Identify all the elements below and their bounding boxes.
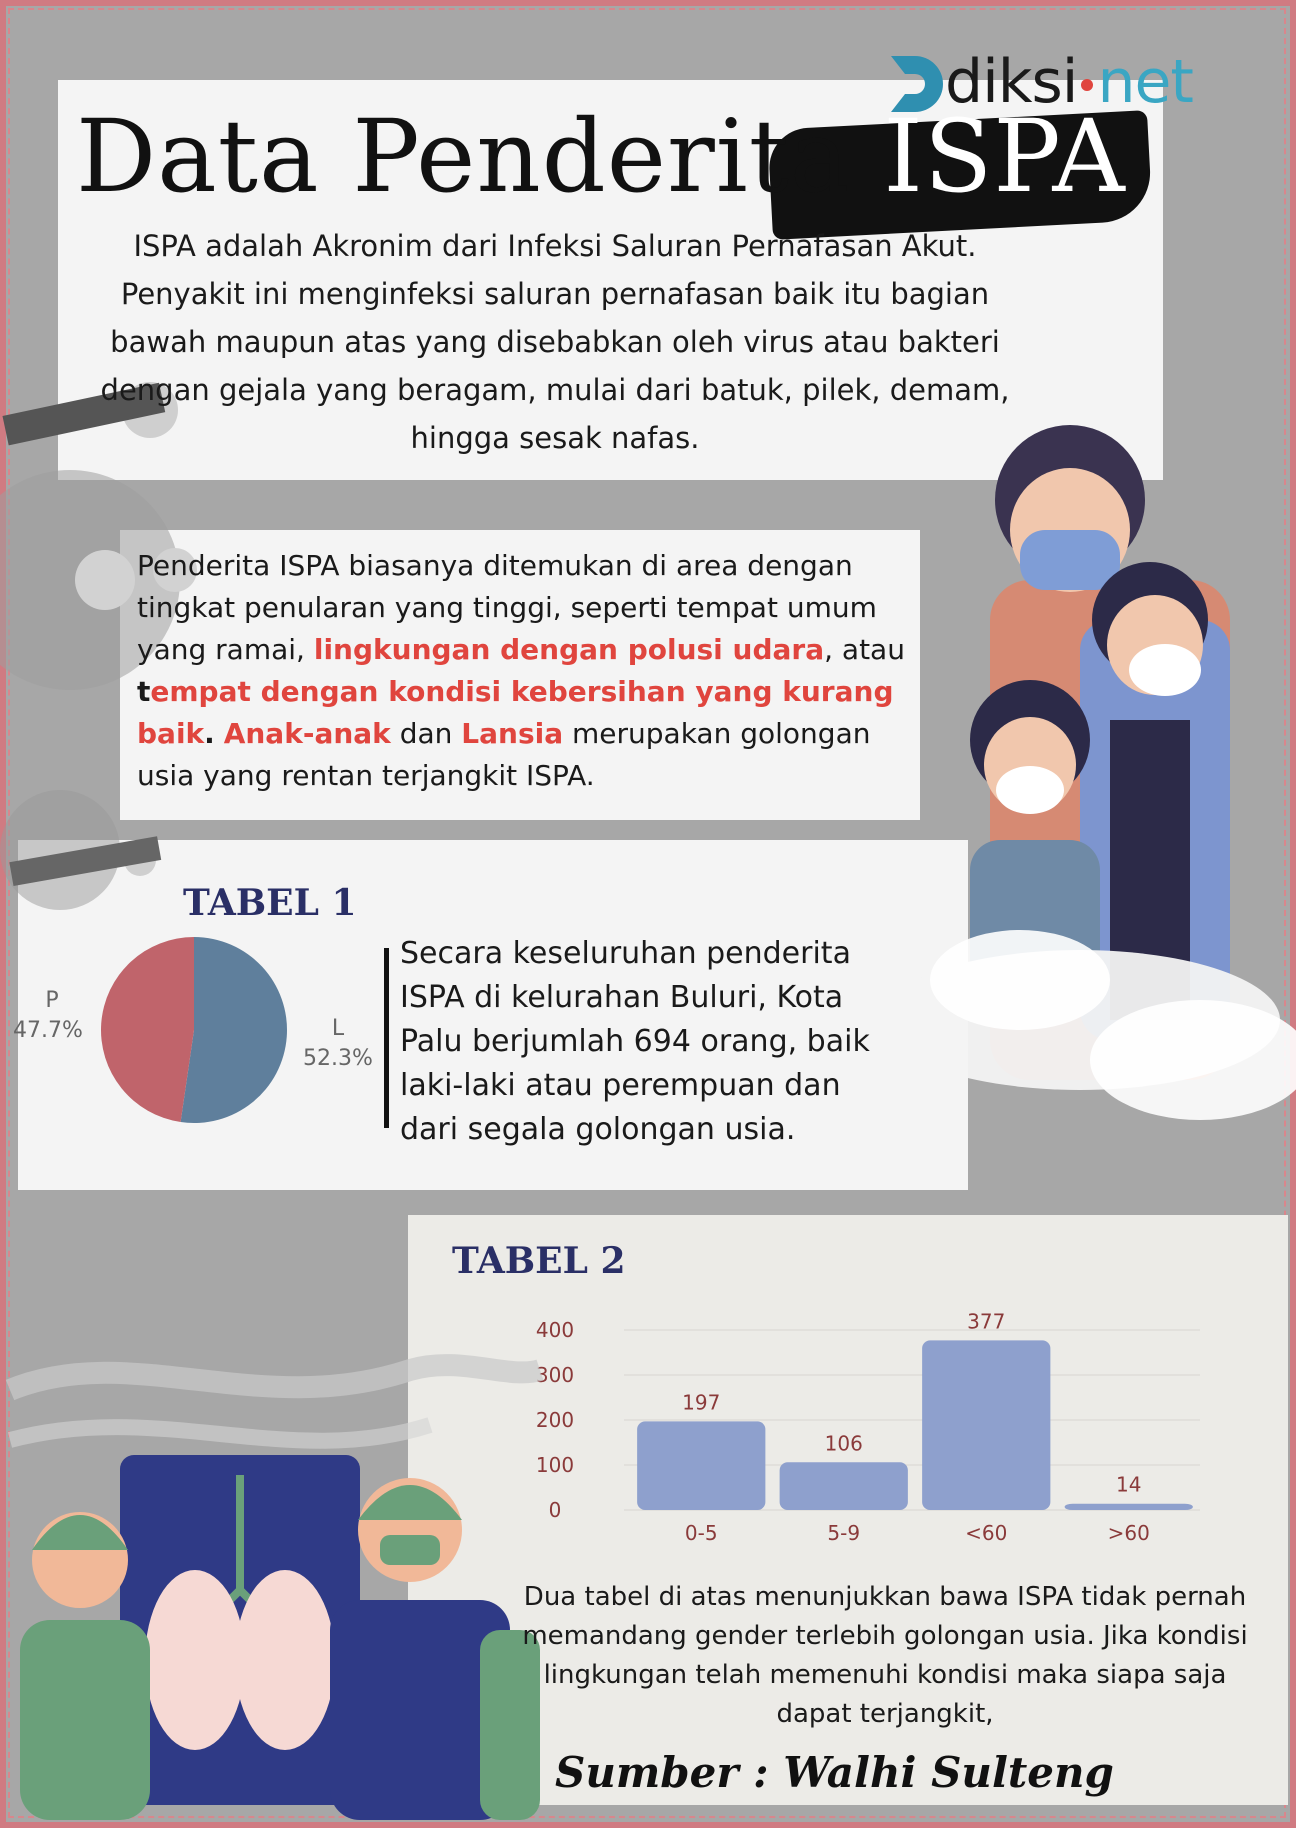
para2-part3 xyxy=(215,717,224,750)
x-tick-label: <60 xyxy=(965,1521,1008,1545)
para2-part4: dan xyxy=(390,717,462,750)
bar-value-label: 14 xyxy=(1116,1472,1142,1497)
para2-bold-period: . xyxy=(204,717,215,750)
y-tick-label: 0 xyxy=(548,1498,562,1522)
x-tick-label: >60 xyxy=(1107,1521,1150,1545)
para2-highlight-children: Anak-anak xyxy=(223,717,391,750)
logo-suffix: net xyxy=(1097,47,1193,117)
pie-label-l: L xyxy=(331,1016,345,1041)
logo-brand: diksi xyxy=(945,47,1078,117)
x-tick-label: 5-9 xyxy=(827,1521,861,1545)
x-tick-label: 0-5 xyxy=(684,1521,718,1545)
bar-5-9 xyxy=(780,1462,908,1510)
bar-0-5 xyxy=(637,1421,765,1510)
bar-<60 xyxy=(922,1340,1050,1510)
location-text xyxy=(137,545,927,797)
para2-highlight-pollution: lingkungan dengan polusi udara xyxy=(313,633,825,666)
divider-bar xyxy=(384,948,389,1128)
source-text: Sumber : Walhi Sulteng xyxy=(555,1748,1114,1797)
para2-highlight-hygiene: empat dengan kondisi kebersihan yang kurang baik xyxy=(137,675,894,750)
pie-value-l: 52.3% xyxy=(303,1046,373,1071)
para2-highlight-elderly: Lansia xyxy=(461,717,564,750)
page-title xyxy=(76,98,1126,215)
pie-slice-p xyxy=(101,937,194,1122)
title-main: Data Penderita xyxy=(76,98,884,215)
table1-title: TABEL 1 xyxy=(183,882,357,924)
family-masks-illustration xyxy=(950,420,1280,1200)
para2-part5: merupakan golongan usia yang rentan terjangkit ISPA. xyxy=(137,717,871,792)
y-tick-label: 300 xyxy=(535,1363,575,1387)
logo-dot-icon xyxy=(1081,79,1093,91)
bar-value-label: 377 xyxy=(967,1309,1006,1334)
doctors-lungs-illustration xyxy=(10,1330,540,1820)
bar-value-label: 106 xyxy=(824,1431,863,1456)
bar-chart xyxy=(535,1300,1230,1550)
para2-bold-t: t xyxy=(137,675,151,708)
pie-value-p: 47.7% xyxy=(13,1018,83,1043)
y-tick-label: 400 xyxy=(535,1318,575,1342)
table1-description: Secara keseluruhan penderita ISPA di kelurahan Buluri, Kota Palu berjumlah 694 orang, baik laki-laki atau perempuan dan dari segala golongan usia. xyxy=(400,936,870,1147)
para2-part1: Penderita ISPA biasanya ditemukan di area dengan tingkat penularan yang tinggi, seperti tempat umum yang ramai, xyxy=(137,549,877,666)
summary-text: Dua tabel di atas menunjukkan bawa ISPA tidak pernah memandang gender terlebih golongan usia. Jika kondisi lingkungan telah memenuhi kondisi maka siapa saja dapat terjangkit, xyxy=(522,1582,1248,1729)
title-highlight: ISPA xyxy=(883,98,1126,215)
intro-text: ISPA adalah Akronim dari Infeksi Saluran Pernafasan Akut. Penyakit ini menginfeksi saluran pernafasan baik itu bagian bawah maupun atas yang disebabkan oleh virus atau bakteri dengan gejala yang beragam, mulai dari batuk, pilek, demam, hingga sesak nafas. xyxy=(100,229,1010,455)
bar-value-label: 197 xyxy=(682,1390,721,1415)
y-tick-label: 100 xyxy=(535,1453,575,1477)
table2-title: TABEL 2 xyxy=(452,1240,626,1282)
pie-chart xyxy=(0,920,400,1140)
pie-label-p: P xyxy=(45,988,59,1013)
bar->60 xyxy=(1065,1504,1193,1510)
y-tick-label: 200 xyxy=(535,1408,575,1432)
pie-slice-l xyxy=(181,937,287,1123)
para2-part2: , atau xyxy=(824,633,905,666)
